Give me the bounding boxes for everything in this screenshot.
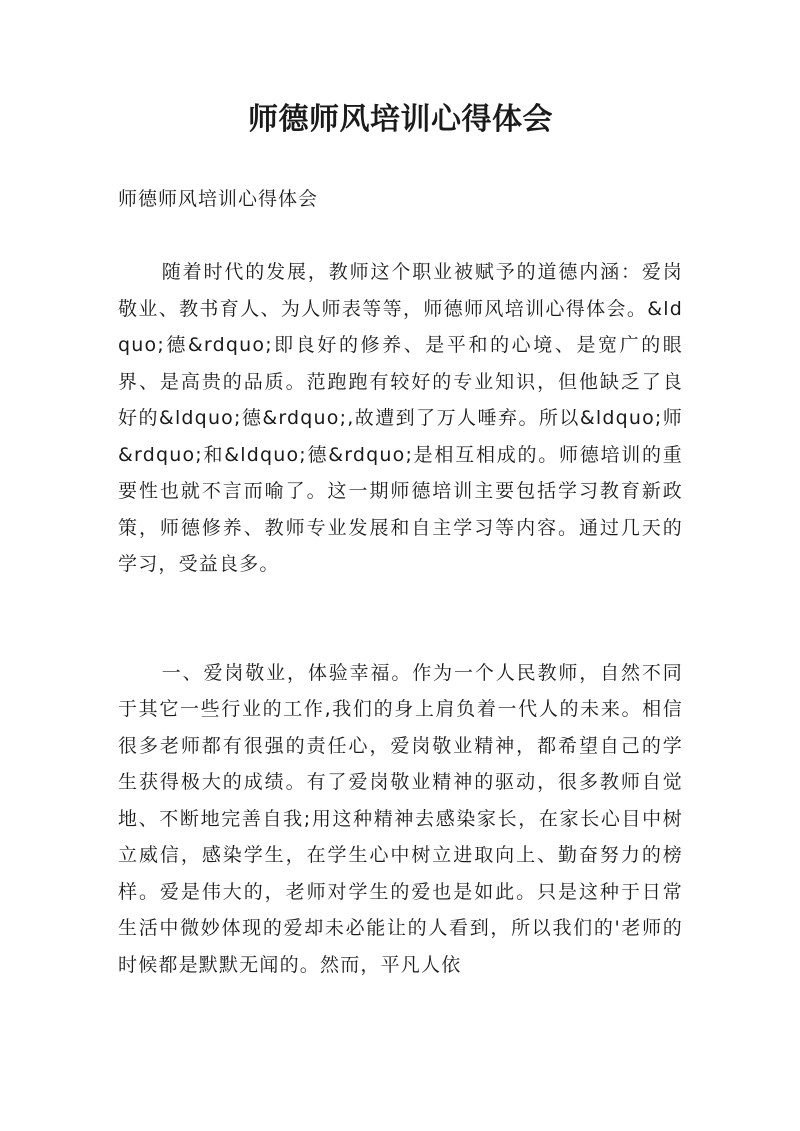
paragraph-intro: 随着时代的发展，教师这个职业被赋予的道德内涵：爱岗敬业、教书育人、为人师表等等，师德师风培训心得体会。&ldquo;德&rdquo;即良好的修养、是平和的心境、是宽广的眼界、是高贵的品质。范跑跑有较好的专业知识，但他缺乏了良好的&ldquo;德&rdquo;,故遭到了万人唾弃。所以&ldquo;师&rdquo;和&ldquo;德&rdquo;是相互相成的。师德培训的重要性也就不言而喻了。这一期师德培训主要包括学习教育新政策，师德修养、教师专业发展和自主学习等内容。通过几天的学习，受益良多。: [118, 261, 683, 575]
document-subtitle: 师德师风培训心得体会: [118, 188, 319, 210]
paragraph-section-one: 一、爱岗敬业，体验幸福。作为一个人民教师，自然不同于其它一些行业的工作,我们的身上肩负着一代人的未来。相信很多老师都有很强的责任心，爱岗敬业精神，都希望自己的学生获得极大的成绩。有了爱岗敬业精神的驱动，很多教师自觉地、不断地完善自我;用这种精神去感染家长，在家长心目中树立威信，感染学生，在学生心中树立进取向上、勤奋努力的榜样。爱是伟大的，老师对学生的爱也是如此。只是这种于日常生活中微妙体现的爱却未必能让的人看到，所以我们的'老师的时候都是默默无闻的。然而，平凡人依: [118, 661, 683, 976]
document-title: 师德师风培训心得体会: [248, 102, 553, 137]
